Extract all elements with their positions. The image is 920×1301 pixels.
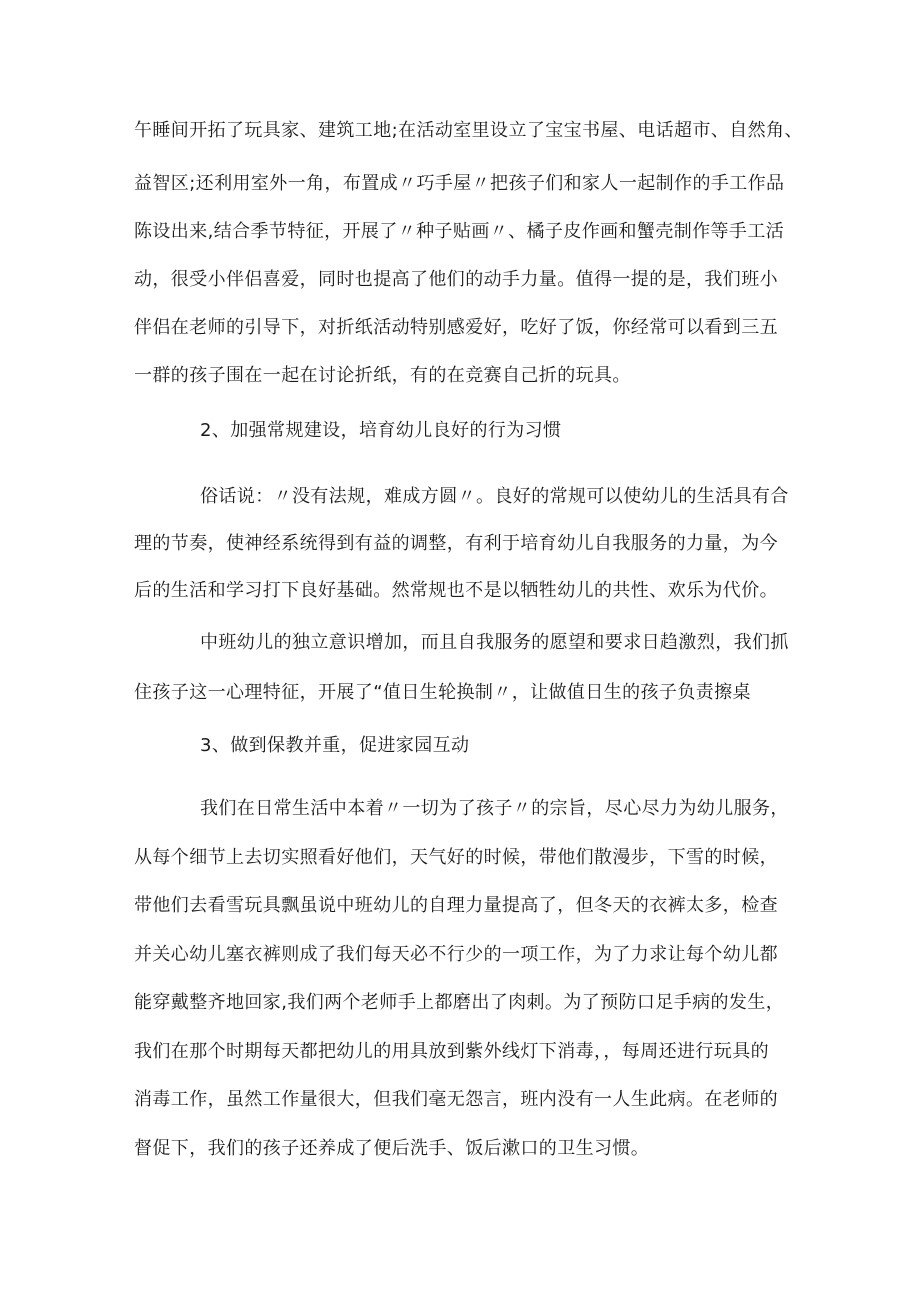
text-line: 伴侣在老师的引导下，对折纸活动特别感爱好，吃好了饭，你经常可以看到三五 (134, 317, 778, 338)
text-line: 带他们去看雪玩具飘虽说中班幼儿的自理力量提高了，但冬天的衣裤太多，检查 (134, 895, 778, 916)
text-line: 一群的孩子围在一起在讨论折纸，有的在竞赛自己折的玩具。 (134, 365, 631, 386)
text-line: 并关心幼儿塞衣裤则成了我们每天必不行少的一项工作，为了力求让每个幼儿都 (134, 944, 778, 965)
text-line: 从每个细节上去切实照看好他们，天气好的时候，带他们散漫步，下雪的时候， (134, 847, 778, 868)
text-line: 俗话说：〃没有法规，难成方圆〃。良好的常规可以使幼儿的生活具有合 (200, 486, 789, 507)
section-heading-2: 2、加强常规建设，培育幼儿良好的行为习惯 (200, 420, 562, 441)
text-line: 住孩子这一心理特征，开展了“值日生轮换制〃，让做值日生的孩子负责擦桌 (134, 682, 751, 703)
section-heading-3: 3、做到保教并重，促进家园互动 (200, 735, 470, 756)
text-line: 督促下，我们的孩子还养成了便后洗手、饭后漱口的卫生习惯。 (134, 1138, 650, 1159)
text-line: 理的节奏，使神经系统得到有益的调整，有利于培育幼儿自我服务的力量，为今 (134, 533, 778, 554)
text-line: 能穿戴整齐地回家,我们两个老师手上都磨出了肉刺。为了预防口足手病的发生， (134, 992, 785, 1013)
text-line: 动，很受小伴侣喜爱，同时也提高了他们的动手力量。值得一提的是，我们班小 (134, 269, 778, 290)
text-line: 陈设出来,结合季节特征，开展了〃种子贴画〃、橘子皮作画和蟹壳制作等手工活 (134, 221, 785, 242)
text-line: 消毒工作，虽然工作量很大，但我们毫无怨言，班内没有一人生此病。在老师的 (134, 1089, 778, 1110)
text-line: 益智区;还利用室外一角，布置成〃巧手屋〃把孩子们和家人一起制作的手工作品 (134, 173, 785, 194)
text-line: 我们在日常生活中本着〃一切为了孩子〃的宗旨，尽心尽力为幼儿服务， (200, 798, 789, 819)
text-line: 我们在那个时期每天都把幼儿的用具放到紫外线灯下消毒，，每周还进行玩具的 (134, 1041, 769, 1062)
text-line: 午睡间开拓了玩具家、建筑工地;在活动室里设立了宝宝书屋、电话超市、自然角、 (134, 120, 803, 141)
text-line: 后的生活和学习打下良好基础。然常规也不是以牺牲幼儿的共性、欢乐为代价。 (134, 580, 778, 601)
text-line: 中班幼儿的独立意识增加，而且自我服务的愿望和要求日趋激烈，我们抓 (200, 632, 789, 653)
